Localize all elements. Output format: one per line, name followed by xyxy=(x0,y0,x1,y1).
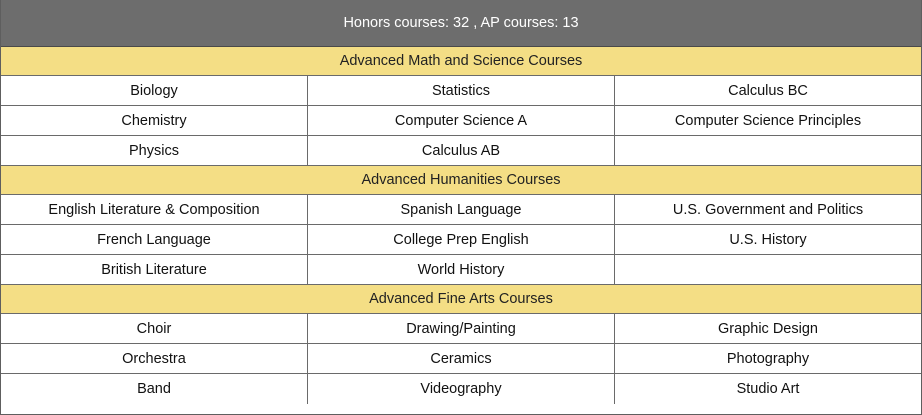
section-humanities xyxy=(1,166,921,285)
table-row xyxy=(1,255,921,285)
table-row xyxy=(1,225,921,255)
section-math-science xyxy=(1,47,921,166)
table-cell: Physics xyxy=(1,136,308,165)
table-cell: Computer Science Principles xyxy=(674,112,862,129)
table-cell: Orchestra xyxy=(1,344,308,373)
table-cell: Drawing/Painting xyxy=(308,314,615,343)
table-cell: Studio Art xyxy=(736,381,800,397)
table-cell: Videography xyxy=(308,374,615,404)
table-cell: World History xyxy=(308,255,615,284)
course-count-text: Honors courses: 32 , AP courses: 13 xyxy=(343,15,579,31)
table-cell: Calculus AB xyxy=(308,136,615,165)
table-cell: Biology xyxy=(1,76,308,105)
table-cell-empty xyxy=(615,136,921,165)
table-row xyxy=(1,136,921,166)
table-cell: Ceramics xyxy=(308,344,615,373)
table-cell: College Prep English xyxy=(308,225,615,254)
table-row xyxy=(1,195,921,225)
table-cell: British Literature xyxy=(1,255,308,284)
table-row xyxy=(1,374,921,404)
table-row xyxy=(1,106,921,136)
table-cell: Graphic Design xyxy=(718,320,818,337)
section-title: Advanced Fine Arts Courses xyxy=(1,285,921,314)
table-row xyxy=(1,314,921,344)
table-cell: French Language xyxy=(1,225,308,254)
section-title: Advanced Humanities Courses xyxy=(1,166,921,195)
course-count-header xyxy=(1,0,921,47)
table-cell: Calculus BC xyxy=(728,82,808,99)
table-row xyxy=(1,76,921,106)
table-cell: Spanish Language xyxy=(308,195,615,224)
table-cell-empty xyxy=(615,255,921,284)
table-cell: Computer Science A xyxy=(308,106,615,135)
table-cell: U.S. Government and Politics xyxy=(672,201,864,218)
table-cell: U.S. History xyxy=(729,231,807,248)
table-cell: Choir xyxy=(1,314,308,343)
table-cell: Photography xyxy=(726,350,810,367)
table-cell: Statistics xyxy=(308,76,615,105)
table-row xyxy=(1,344,921,374)
section-title: Advanced Math and Science Courses xyxy=(1,47,921,76)
table-cell: Band xyxy=(1,374,308,404)
table-cell: Chemistry xyxy=(1,106,308,135)
section-fine-arts xyxy=(1,285,921,404)
table-cell: English Literature & Composition xyxy=(1,195,308,224)
